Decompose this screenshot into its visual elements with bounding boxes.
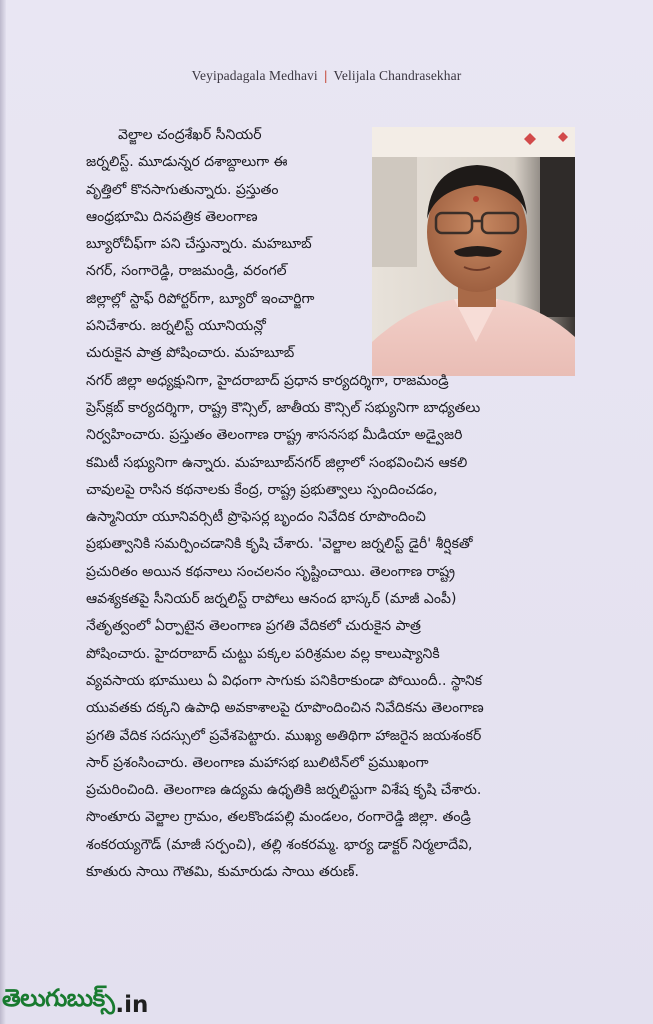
bio-line: ప్రెస్‌క్లబ్ కార్యదర్శిగా, రాష్ట్ర కౌన్సిల్, జాతీయ కౌన్సిల్ సభ్యునిగా బాధ్యతలు [86, 399, 481, 416]
bio-line: నిర్వహించారు. ప్రస్తుతం తెలంగాణ రాష్ట్ర శాసనసభ మీడియా అడ్వైజరి [86, 427, 463, 444]
logo-domain-text: .in [115, 992, 149, 1018]
cover-spine-edge [0, 0, 6, 1024]
bio-line: ఉస్మానియా యూనివర్సిటీ ప్రొఫెసర్ల బృందం నివేదిక రూపొందించి [86, 509, 426, 526]
header-separator: | [324, 68, 328, 83]
bio-line: కూతురు సాయి గౌతమి, కుమారుడు సాయి తరుణ్. [86, 864, 359, 881]
bio-line: యువతకు దక్కని ఉపాధి అవకాశాలపై రూపొందించిన నివేదికను తెలంగాణ [86, 700, 484, 717]
bio-line: పోషించారు. హైదరాబాద్ చుట్టు పక్కల పరిశ్రమల వల్ల కాలుష్యానికి [86, 645, 440, 662]
bio-line: నగర్, సంగారెడ్డి, రాజమండ్రి, వరంగల్ [86, 263, 287, 280]
bio-line: సొంతూరు వెల్జాల గ్రామం, తలకొండపల్లి మండలం, రంగారెడ్డి జిల్లా. తండ్రి [86, 809, 471, 826]
bio-line: శంకరయ్యగౌడ్ (మాజీ సర్పంచి), తల్లి శంకరమ్మ. భార్య డాక్టర్ నిర్మలాదేవి, [86, 836, 473, 853]
bio-line: బ్యూరోచీఫ్‌గా పని చేస్తున్నారు. మహబూబ్ [86, 236, 312, 253]
site-watermark-logo [2, 978, 148, 1018]
bio-line: వృత్తిలో కొనసాగుతున్నారు. ప్రస్తుతం [86, 181, 279, 198]
book-title: Veyipadagala Medhavi [191, 68, 318, 83]
logo-main-text: తెలుగుబుక్స్ [2, 984, 115, 1012]
bio-line: వెల్జాల చంద్రశేఖర్ సీనియర్ [118, 127, 262, 143]
bio-line: ప్రచురితం అయిన కథనాలు సంచలనం సృష్టించాయి. తెలంగాణ రాష్ట్ర [86, 563, 455, 580]
bio-line: చురుకైన పాత్ర పోషించారు. మహబూబ్ [86, 345, 295, 362]
bio-line: నేతృత్వంలో ఏర్పాటైన తెలంగాణ ప్రగతి వేదికలో చురుకైన పాత్ర [86, 618, 421, 635]
bio-line: చావులపై రాసిన కథనాలకు కేంద్ర, రాష్ట్ర ప్రభుత్వాలు స్పందించడం, [86, 481, 438, 498]
bio-line: ప్రచురించింది. తెలంగాణ ఉద్యమ ఉధృతికి జర్నలిస్టుగా విశేష కృషి చేశారు. [86, 782, 482, 799]
bio-line: కమిటీ సభ్యునిగా ఉన్నారు. మహబూబ్‌నగర్ జిల్లాలో సంభవించిన ఆకలి [86, 454, 468, 471]
bio-line: ప్రభుత్వానికి సమర్పించడానికి కృషి చేశారు. 'వెల్జాల జర్నలిస్ట్ డైరీ' శీర్షికతో [86, 536, 473, 553]
bio-line: వ్యవసాయ భూములు ఏ విధంగా సాగుకు పనికిరాకుండా పోయిందీ.. స్థానిక [86, 672, 483, 689]
bio-line: జిల్లాల్లో స్టాఫ్ రిపోర్టర్‌గా, బ్యూరో ఇంచార్జిగా [86, 290, 315, 307]
bio-line: ఆవశ్యకతపై సీనియర్ జర్నలిస్ట్ రాపోలు ఆనంద భాస్కర్ (మాజీ ఎంపీ) [86, 591, 457, 608]
bio-line: సార్ ప్రశంసించారు. తెలంగాణ మహాసభ బులిటిన్‌లో ప్రముఖంగా [86, 754, 429, 771]
author-biography [86, 122, 575, 886]
bio-line: జర్నలిస్ట్. మూడున్నర దశాబ్దాలుగా ఈ [86, 154, 288, 171]
bio-line: పనిచేశారు. జర్నలిస్ట్ యూనియన్లో [86, 318, 266, 335]
author-name: Velijala Chandrasekhar [333, 68, 462, 83]
bio-line: నగర్ జిల్లా అధ్యక్షునిగా, హైదరాబాద్ ప్రధాన కార్యదర్శిగా, రాజమండ్రి [86, 372, 449, 389]
bio-line: ఆంధ్రభూమి దినపత్రిక తెలంగాణ [86, 208, 258, 225]
running-header [0, 68, 653, 84]
bio-line: ప్రగతి వేదిక సదస్సులో ప్రవేశపెట్టారు. ముఖ్య అతిథిగా హాజరైన జయశంకర్ [86, 727, 482, 744]
